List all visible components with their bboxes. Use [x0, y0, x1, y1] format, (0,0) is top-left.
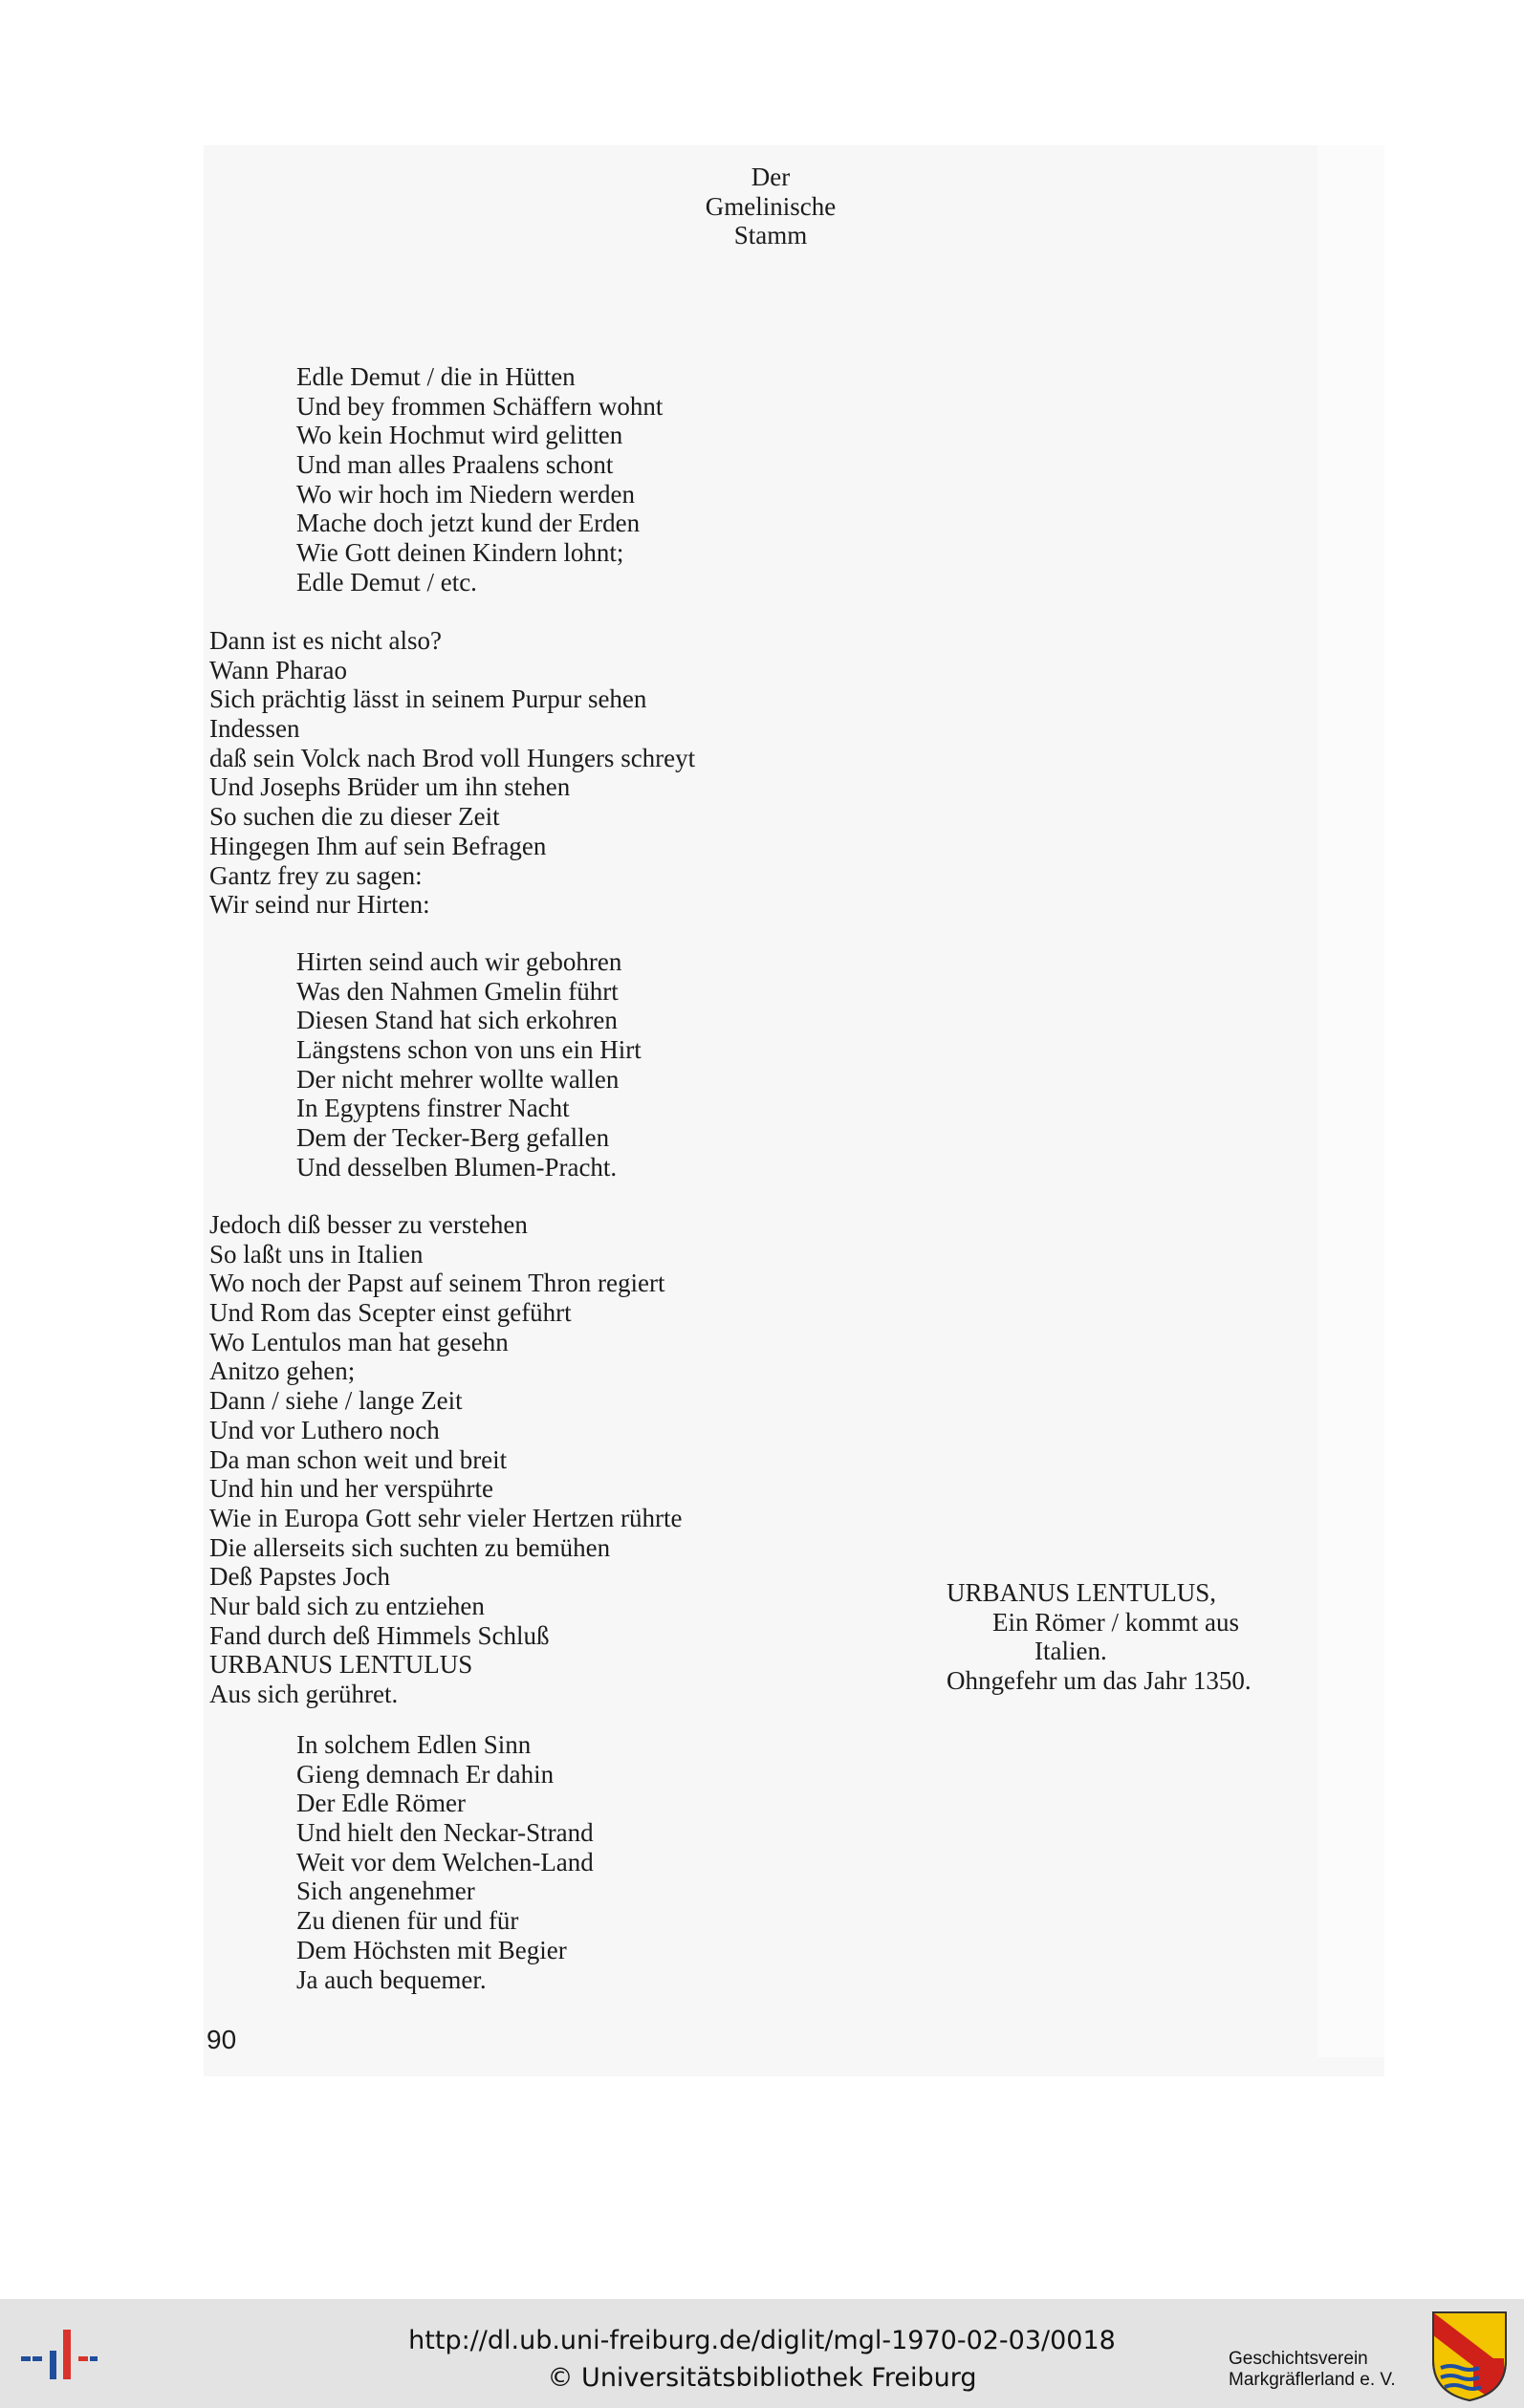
page-title: [0, 163, 1524, 250]
verse-line: Zu dienen für und für: [296, 1906, 519, 1936]
society-name: [1229, 2349, 1396, 2391]
prose-line: Anitzo gehen;: [209, 1356, 356, 1386]
title-line: Gmelinische: [705, 191, 837, 221]
society-line: Geschichtsverein: [1229, 2349, 1368, 2369]
prose-line: URBANUS LENTULUS: [209, 1650, 473, 1680]
margin-note-line: Italien.: [1034, 1637, 1107, 1666]
prose-line: Wir seind nur Hirten:: [209, 890, 430, 920]
prose-line: Wann Pharao: [209, 655, 348, 684]
stanza-3: [296, 1730, 594, 1994]
coat-of-arms-icon[interactable]: [1431, 2310, 1508, 2402]
verse-line: Dem der Tecker-Berg gefallen: [296, 1123, 610, 1153]
verse-line: Wo kein Hochmut wird gelitten: [296, 421, 623, 450]
verse-line: Mache doch jetzt kund der Erden: [296, 509, 641, 538]
margin-note-line: Ein Römer / kommt aus: [992, 1607, 1239, 1637]
margin-note-line: URBANUS LENTULUS,: [947, 1578, 1217, 1607]
verse-line: Und desselben Blumen-Pracht.: [296, 1152, 618, 1182]
prose-line: Und vor Luthero noch: [209, 1415, 440, 1444]
prose-line: Jedoch diß besser zu verstehen: [209, 1210, 528, 1239]
prose-1: [209, 626, 695, 920]
prose-line: Dann / siehe / lange Zeit: [209, 1386, 463, 1416]
verse-line: Der Edle Römer: [296, 1789, 466, 1818]
verse-line: Dem Höchsten mit Begier: [296, 1935, 567, 1964]
verse-line: Der nicht mehrer wollte wallen: [296, 1064, 620, 1094]
prose-line: Dann ist es nicht also?: [209, 626, 442, 655]
prose-line: Wo Lentulos man hat gesehn: [209, 1327, 509, 1356]
prose-2: [209, 1210, 682, 1709]
margin-note: [947, 1578, 1252, 1696]
prose-line: Und Josephs Brüder um ihn stehen: [209, 772, 571, 802]
prose-line: Indessen: [209, 714, 300, 744]
verse-line: Weit vor dem Welchen-Land: [296, 1847, 594, 1877]
scan-edge-strip: [1317, 145, 1384, 2057]
society-line: Markgräflerland e. V.: [1229, 2370, 1396, 2390]
prose-line: Sich prächtig lässt in seinem Purpur sehen: [209, 684, 647, 714]
prose-line: So suchen die zu dieser Zeit: [209, 802, 500, 832]
verse-line: In Egyptens finstrer Nacht: [296, 1094, 570, 1123]
copyright-text: © Universitätsbibliothek Freiburg: [547, 2363, 977, 2393]
prose-line: Nur bald sich zu entziehen: [209, 1591, 485, 1620]
prose-line: Da man schon weit und breit: [209, 1444, 508, 1474]
verse-line: Edle Demut / die in Hütten: [296, 362, 576, 391]
verse-line: Sich angenehmer: [296, 1877, 475, 1906]
verse-line: Gieng demnach Er dahin: [296, 1759, 555, 1789]
stanza-1: [296, 362, 663, 597]
prose-line: Wo noch der Papst auf seinem Thron regiert: [209, 1269, 665, 1298]
margin-note-line: Ohngefehr um das Jahr 1350.: [947, 1666, 1252, 1696]
page-number: 90: [207, 2025, 237, 2054]
title-line: Stamm: [733, 221, 808, 249]
verse-line: Edle Demut / etc.: [296, 567, 477, 597]
prose-line: daß sein Volck nach Brod voll Hungers schreyt: [209, 743, 696, 772]
verse-line: Längstens schon von uns ein Hirt: [296, 1035, 642, 1065]
verse-line: Und hielt den Neckar-Strand: [296, 1818, 594, 1848]
prose-line: Gantz frey zu sagen:: [209, 860, 423, 890]
title-line: Der: [751, 163, 791, 191]
verse-line: Was den Nahmen Gmelin führt: [296, 976, 619, 1006]
prose-line: Fand durch deß Himmels Schluß: [209, 1620, 550, 1650]
verse-line: Wo wir hoch im Niedern werden: [296, 479, 635, 509]
prose-line: Hingegen Ihm auf sein Befragen: [209, 831, 547, 860]
verse-line: In solchem Edlen Sinn: [296, 1730, 532, 1759]
verse-line: Und bey frommen Schäffern wohnt: [296, 391, 664, 421]
stanza-2: [296, 947, 642, 1182]
prose-line: So laßt uns in Italien: [209, 1239, 424, 1269]
permalink-link[interactable]: http://dl.ub.uni-freiburg.de/diglit/mgl-1970-02-03/0018: [408, 2326, 1116, 2355]
verse-line: Ja auch bequemer.: [296, 1964, 487, 1994]
prose-line: Die allerseits sich suchten zu bemühen: [209, 1532, 611, 1562]
verse-line: Diesen Stand hat sich erkohren: [296, 1006, 618, 1035]
prose-line: Und Rom das Scepter einst geführt: [209, 1298, 572, 1328]
prose-line: Wie in Europa Gott sehr vieler Hertzen rührte: [209, 1503, 683, 1532]
prose-line: Aus sich gerühret.: [209, 1680, 399, 1708]
verse-line: Hirten seind auch wir gebohren: [296, 947, 622, 976]
verse-line: Und man alles Praalens schont: [296, 450, 614, 480]
verse-line: Wie Gott deinen Kindern lohnt;: [296, 538, 624, 568]
prose-line: Und hin und her verspührte: [209, 1474, 493, 1504]
footer-bar: [0, 2299, 1524, 2408]
prose-line: Deß Papstes Joch: [209, 1562, 390, 1592]
